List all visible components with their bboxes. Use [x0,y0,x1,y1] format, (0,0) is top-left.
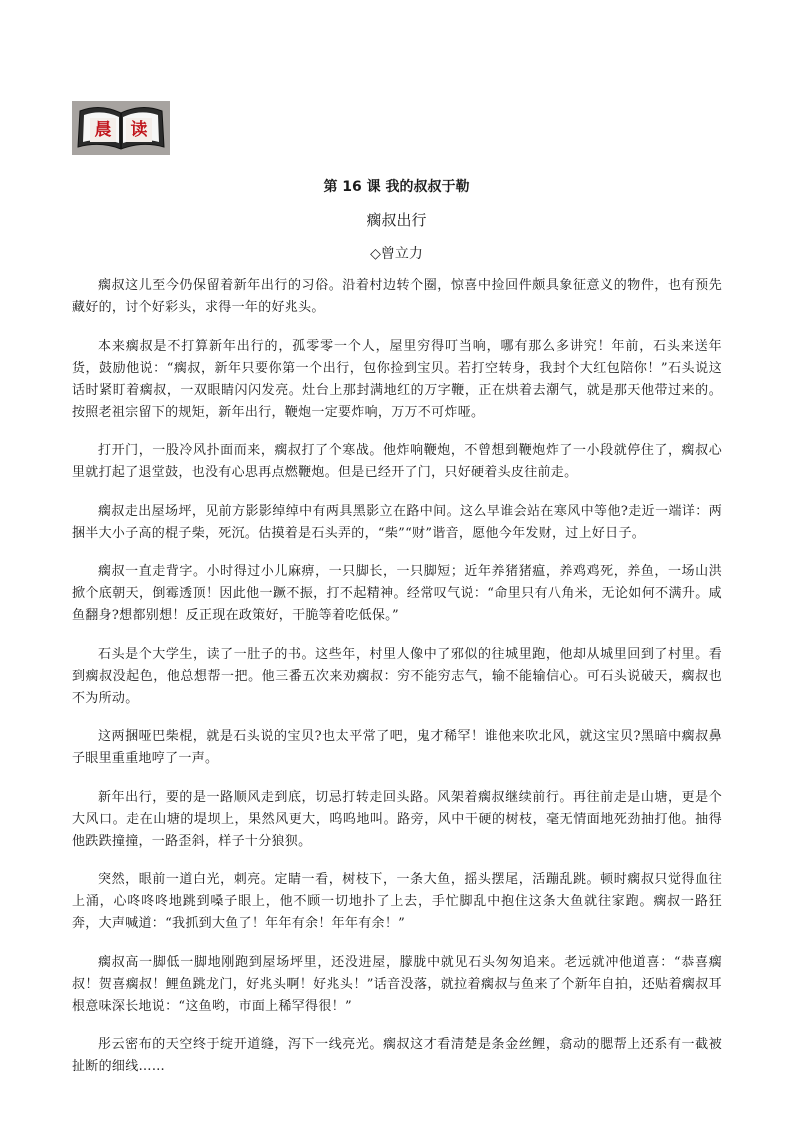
article-title: 瘸叔出行 [366,211,427,229]
paragraph: 瘸叔一直走背字。小时得过小儿麻痹，一只脚长，一只脚短；近年养猪猪瘟，养鸡鸡死，养鱼，一场山洪掀个底朝天，倒霉透顶！因此他一蹶不振，打不起精神。经常叹气说：“命里只有八角米，无论如何不满升。咸鱼翻身?想都别想！反正现在政策好，干脆等着吃低保。” [72,564,722,623]
paragraph: 瘸叔这儿至今仍保留着新年出行的习俗。沿着村边转个圈，惊喜中捡回件颇具象征意义的物件，也有预先藏好的，讨个好彩头，求得一年的好兆头。 [72,278,722,315]
paragraph: 突然，眼前一道白光，刺亮。定睛一看，树枝下，一条大鱼，摇头摆尾，活蹦乱跳。顿时瘸叔只觉得血往上涌，心咚咚咚地跳到嗓子眼上，他不顾一切地扑了上去，手忙脚乱中抱住这条大鱼就往家跑。瘸叔一路狂奔，大声喊道：“我抓到大鱼了！年年有余！年年有余！” [72,872,722,931]
logo-char-morning: 晨 [90,118,116,142]
lesson-title: 第 16 课 我的叔叔于勒 [323,179,470,195]
author-line: ◇曾立力 [370,246,423,262]
logo-char-read: 读 [126,118,152,142]
open-book-icon [72,101,170,155]
morning-reading-logo [72,101,170,155]
paragraph: 这两捆哑巴柴棍，就是石头说的宝贝?也太平常了吧，鬼才稀罕！谁他来吹北风，就这宝贝?黑暗中瘸叔鼻子眼里重重地哼了一声。 [72,729,722,766]
paragraph: 瘸叔高一脚低一脚地刚跑到屋场坪里，还没进屋，朦胧中就见石头匆匆追来。老远就冲他道喜：“恭喜瘸叔！贺喜瘸叔！鲤鱼跳龙门，好兆头啊！好兆头！”话音没落，就拉着瘸叔与鱼来了个新年自拍，还贴着瘸叔耳根意味深长地说：“这鱼哟，市面上稀罕得很！” [72,954,722,1014]
paragraph: 彤云密布的天空终于绽开道缝，泻下一线亮光。瘸叔这才看清楚是条金丝鲤，翕动的腮帮上还系有一截被扯断的细线…… [72,1037,722,1074]
paragraph: 打开门，一股冷风扑面而来，瘸叔打了个寒战。他炸响鞭炮，不曾想到鞭炮炸了一小段就停住了，瘸叔心里就打起了退堂鼓，也没有心思再点燃鞭炮。但是已经开了门，只好硬着头皮往前走。 [72,443,722,480]
paragraph: 石头是个大学生，读了一肚子的书。这些年，村里人像中了邪似的往城里跑，他却从城里回到了村里。看到瘸叔没起色，他总想帮一把。他三番五次来劝瘸叔：穷不能穷志气，输不能输信心。可石头说破天，瘸叔也不为所动。 [72,646,722,706]
paragraph: 新年出行，要的是一路顺风走到底，切忌打转走回头路。风架着瘸叔继续前行。再往前走是山塘，更是个大风口。走在山塘的堤坝上，果然风更大，呜呜地叫。路旁，风中干硬的树枝，毫无情面地死劲抽打他。抽得他跌跌撞撞，一路歪斜，样子十分狼狈。 [72,789,722,849]
paragraph: 本来瘸叔是不打算新年出行的，孤零零一个人，屋里穷得叮当响，哪有那么多讲究！年前，石头来送年货，鼓励他说：“瘸叔，新年只要你第一个出行，包你捡到宝贝。若打空转身，我封个大红包陪你！”石头说这话时紧盯着瘸叔，一双眼睛闪闪发亮。灶台上那封满地红的万字鞭，正在烘着去潮气，就是那天他带过来的。按照老祖宗留下的规矩，新年出行，鞭炮一定要炸响，万万不可炸哑。 [72,338,722,420]
article-body [72,275,722,1095]
paragraph: 瘸叔走出屋场坪，见前方影影绰绰中有两具黑影立在路中间。这么早谁会站在寒风中等他?走近一端详：两捆半大小子高的棍子柴，死沉。估摸着是石头弄的，“柴”“财”谐音，愿他今年发财，过上好日子。 [72,503,722,541]
